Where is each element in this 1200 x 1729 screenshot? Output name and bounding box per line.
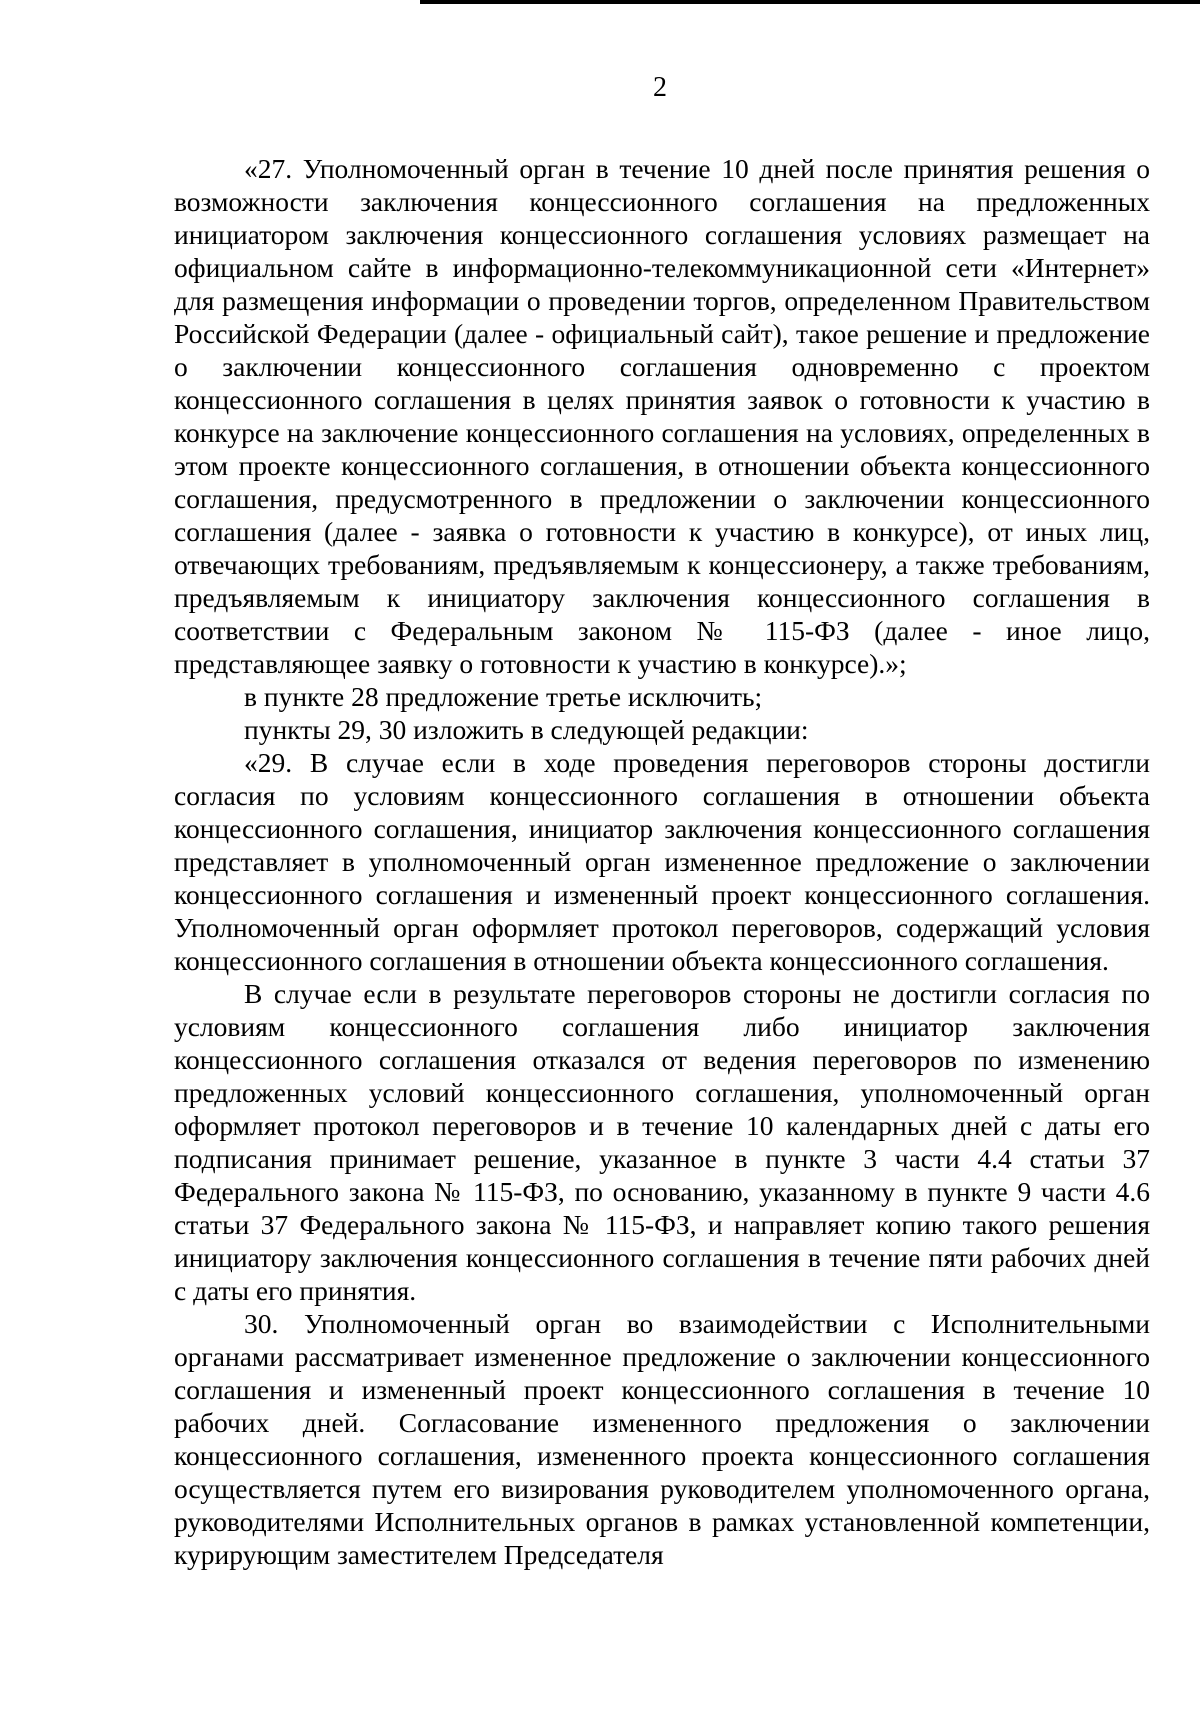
paragraph-clause-29-part-2: В случае если в результате переговоров стороны не достигли согласия по условиям концессионного соглашения либо инициатор заключения концессионного соглашения отказался от ведения переговоров по изменению предложенных условий концессионного соглашения, уполномоченный орган оформляет протокол переговоров и в течение 10 календарных дней с даты его подписания принимает решение, указанное в пункте 3 части 4.4 статьи 37 Федерального закона № 115-ФЗ, по основанию, указанному в пункте 9 части 4.6 статьи 37 Федерального закона № 115-ФЗ, и направляет копию такого решения инициатору заключения концессионного соглашения в течение пяти рабочих дней с даты его принятия. <box>174 978 1150 1306</box>
page-number: 2 <box>653 72 667 103</box>
paragraph-clauses-29-30-intro: пункты 29, 30 изложить в следующей редакции: <box>244 714 809 745</box>
paragraph-clause-30: 30. Уполномоченный орган во взаимодействии с Исполнительными органами рассматривает измененное предложение о заключении концессионного соглашения и измененный проект концессионного соглашения в течение 10 рабочих дней. Согласование измененного предложения о заключении концессионного соглашения, измененного проекта концессионного соглашения осуществляется путем его визирования руководителем уполномоченного органа, руководителями Исполнительных органов в рамках установленной компетенции, курирующим заместителем Председателя <box>174 1308 1150 1570</box>
paragraph-clause-28-amendment: в пункте 28 предложение третье исключить; <box>244 681 763 712</box>
paragraph-clause-27: «27. Уполномоченный орган в течение 10 дней после принятия решения о возможности заключения концессионного соглашения на предложенных инициатором заключения концессионного соглашения условиях размещает на официальном сайте в информационно-телекоммуникационной сети «Интернет» для размещения информации о проведении торгов, определенном Правительством Российской Федерации (далее - официальный сайт), такое решение и предложение о заключении концессионного соглашения одновременно с проектом концессионного соглашения в целях принятия заявок о готовности к участию в конкурсе на заключение концессионного соглашения на условиях, определенных в этом проекте концессионного соглашения, в отношении объекта концессионного соглашения, предусмотренного в предложении о заключении концессионного соглашения (далее - заявка о готовности к участию в конкурсе), от иных лиц, отвечающих требованиям, предъявляемым к концессионеру, а также требованиям, предъявляемым к инициатору заключения концессионного соглашения в соответствии с Федеральным законом № 115-ФЗ (далее - иное лицо, представляющее заявку о готовности к участию в конкурсе).»; <box>174 153 1150 679</box>
paragraph-clause-29: «29. В случае если в ходе проведения переговоров стороны достигли согласия по условиям концессионного соглашения в отношении объекта концессионного соглашения, инициатор заключения концессионного соглашения представляет в уполномоченный орган измененное предложение о заключении концессионного соглашения и измененный проект концессионного соглашения. Уполномоченный орган оформляет протокол переговоров, содержащий условия концессионного соглашения в отношении объекта концессионного соглашения. <box>174 747 1150 976</box>
document-body <box>174 152 1150 1571</box>
top-border-line <box>420 0 1200 4</box>
